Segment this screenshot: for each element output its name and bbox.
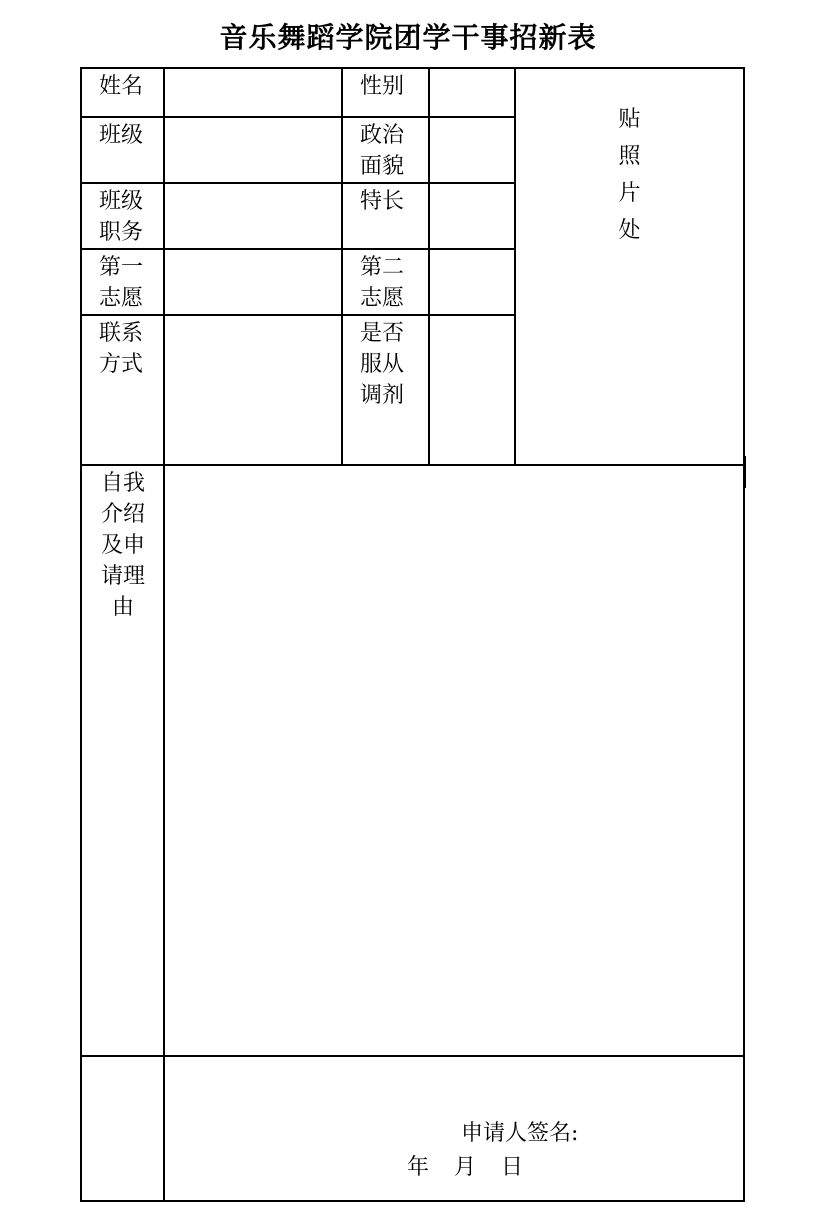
recruitment-form xyxy=(80,67,745,1202)
photo-label: 贴照片处 xyxy=(618,107,641,243)
contact-label: 联系方式 xyxy=(99,321,144,377)
political-label: 政治面貌 xyxy=(360,123,405,179)
adjust-field[interactable] xyxy=(429,315,515,465)
contact-label-cell xyxy=(81,315,164,465)
class-label: 班级 xyxy=(99,123,144,148)
signature-cell[interactable] xyxy=(164,1056,744,1201)
second-choice-label-cell xyxy=(342,249,429,315)
intro-label: 自我介绍及申请理由 xyxy=(100,471,145,620)
first-choice-label-cell xyxy=(81,249,164,315)
second-choice-field[interactable] xyxy=(429,249,515,315)
first-choice-field[interactable] xyxy=(164,249,342,315)
first-choice-label: 第一志愿 xyxy=(99,255,144,311)
gender-label: 性别 xyxy=(360,74,405,99)
intro-field[interactable] xyxy=(164,465,744,1056)
photo-placeholder[interactable] xyxy=(515,68,744,465)
name-field[interactable] xyxy=(164,68,342,117)
second-choice-label: 第二志愿 xyxy=(360,255,405,311)
class-label-cell xyxy=(81,117,164,183)
class-position-field[interactable] xyxy=(164,183,342,249)
edge-mark xyxy=(744,456,746,488)
adjust-label-cell xyxy=(342,315,429,465)
date-label: 年 月 日 xyxy=(407,1155,523,1180)
specialty-label-cell xyxy=(342,183,429,249)
class-position-label-cell xyxy=(81,183,164,249)
name-label: 姓名 xyxy=(99,74,144,99)
gender-label-cell xyxy=(342,68,429,117)
form-table xyxy=(80,67,745,1202)
applicant-signature-label: 申请人签名: xyxy=(461,1121,579,1146)
intro-label-cell xyxy=(81,465,164,1056)
specialty-label: 特长 xyxy=(360,189,405,214)
class-position-label: 班级职务 xyxy=(99,189,144,245)
contact-field[interactable] xyxy=(164,315,342,465)
name-label-cell xyxy=(81,68,164,117)
form-title: 音乐舞蹈学院团学干事招新表 xyxy=(219,21,597,54)
class-field[interactable] xyxy=(164,117,342,183)
political-field[interactable] xyxy=(429,117,515,183)
gender-field[interactable] xyxy=(429,68,515,117)
adjust-label: 是否服从调剂 xyxy=(360,321,405,408)
signature-empty-cell xyxy=(81,1056,164,1201)
political-label-cell xyxy=(342,117,429,183)
specialty-field[interactable] xyxy=(429,183,515,249)
